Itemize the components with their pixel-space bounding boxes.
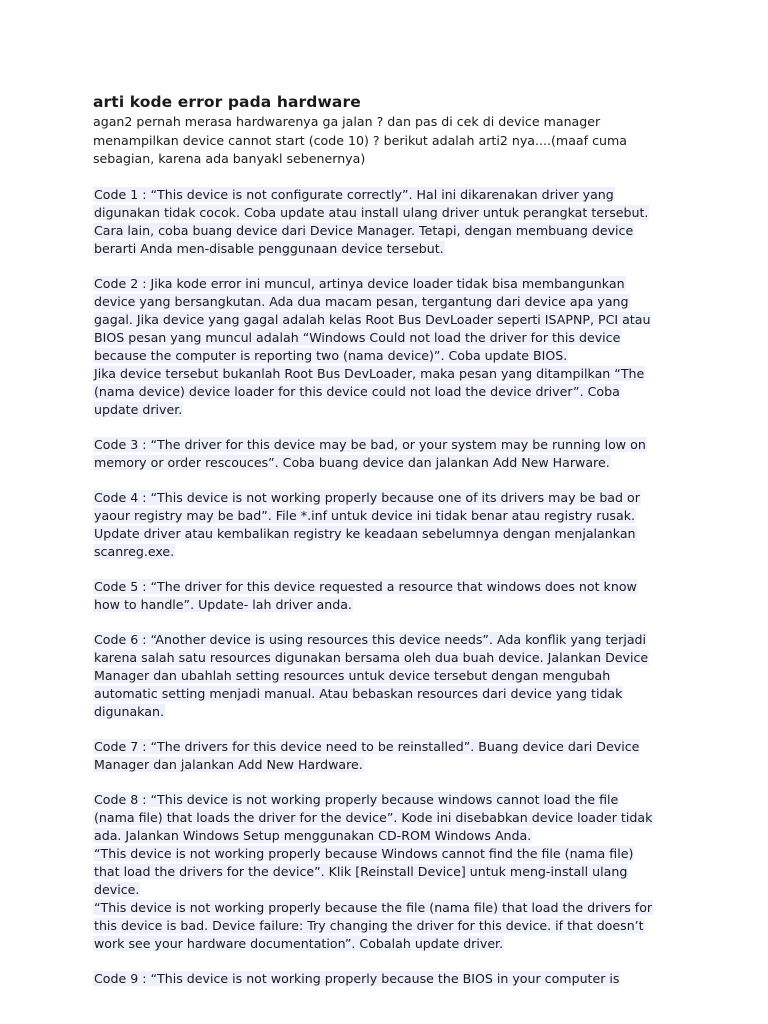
- highlighted-text: that load the drivers for the device”. Klik [Reinstall Device] untuk meng-install ulang: [94, 863, 628, 879]
- error-code-list: [93, 186, 683, 988]
- error-code-paragraph: [93, 578, 683, 614]
- highlighted-text: Code 1 : “This device is not configurate correctly”. Hal ini dikarenakan driver yang: [94, 186, 614, 202]
- error-code-line: [93, 667, 683, 685]
- highlighted-text: Manager dan ubahlah setting resources untuk device tersebut dengan mengubah: [94, 667, 611, 683]
- highlighted-text: device yang bersangkutan. Ada dua macam pesan, tergantung dari device apa yang: [94, 293, 629, 309]
- intro-line: sebagian, karena ada banyakl sebenernya): [93, 151, 366, 166]
- error-code-line: [93, 970, 683, 988]
- error-code-line: [93, 507, 683, 525]
- document-page: [93, 91, 683, 1005]
- highlighted-text: update driver.: [94, 401, 183, 417]
- error-code-line: [93, 738, 683, 756]
- error-code-line: [93, 222, 683, 240]
- error-code-line: [93, 809, 683, 827]
- highlighted-text: Update driver atau kembalikan registry ke keadaan sebelumnya dengan menjalankan: [94, 525, 636, 541]
- error-code-paragraph: [93, 791, 683, 953]
- highlighted-text: Code 8 : “This device is not working properly because windows cannot load the file: [94, 791, 619, 807]
- error-code-line: [93, 578, 683, 596]
- error-code-line: [93, 863, 683, 881]
- highlighted-text: Code 9 : “This device is not working properly because the BIOS in your computer is: [94, 970, 620, 986]
- error-code-line: [93, 899, 683, 917]
- highlighted-text: Code 6 : “Another device is using resources this device needs”. Ada konflik yang terjadi: [94, 631, 647, 647]
- highlighted-text: because the computer is reporting two (nama device)”. Coba update BIOS.: [94, 347, 568, 363]
- highlighted-text: berarti Anda men-disable penggunaan device tersebut.: [94, 240, 444, 256]
- error-code-line: [93, 240, 683, 258]
- highlighted-text: digunakan.: [94, 703, 164, 719]
- highlighted-text: scanreg.exe.: [94, 543, 175, 559]
- highlighted-text: Jika device tersebut bukanlah Root Bus DevLoader, maka pesan yang ditampilkan “The: [94, 365, 645, 381]
- highlighted-text: Manager dan jalankan Add New Hardware.: [94, 756, 363, 772]
- error-code-paragraph: [93, 970, 683, 988]
- highlighted-text: how to handle”. Update- lah driver anda.: [94, 596, 352, 612]
- highlighted-text: Code 4 : “This device is not working properly because one of its drivers may be bad or: [94, 489, 640, 505]
- error-code-line: [93, 329, 683, 347]
- intro-line: agan2 pernah merasa hardwarenya ga jalan ? dan pas di cek di device manager: [93, 114, 601, 129]
- highlighted-text: Code 5 : “The driver for this device requested a resource that windows does not know: [94, 578, 637, 594]
- error-code-line: [93, 596, 683, 614]
- error-code-line: [93, 454, 683, 472]
- highlighted-text: memory or order rescouces”. Coba buang device dan jalankan Add New Harware.: [94, 454, 610, 470]
- error-code-line: [93, 489, 683, 507]
- highlighted-text: Cara lain, coba buang device dari Device Manager. Tetapi, dengan membuang device: [94, 222, 634, 238]
- highlighted-text: gagal. Jika device yang gagal adalah kelas Root Bus DevLoader seperti ISAPNP, PCI atau: [94, 311, 651, 327]
- error-code-line: [93, 881, 683, 899]
- highlighted-text: BIOS pesan yang muncul adalah “Windows Could not load the driver for this device: [94, 329, 621, 345]
- highlighted-text: Code 7 : “The drivers for this device need to be reinstalled”. Buang device dari Device: [94, 738, 640, 754]
- error-code-paragraph: [93, 489, 683, 561]
- highlighted-text: “This device is not working properly because Windows cannot find the file (nama file): [94, 845, 634, 861]
- error-code-line: [93, 275, 683, 293]
- error-code-line: [93, 186, 683, 204]
- highlighted-text: karena salah satu resources digunakan bersama oleh dua buah device. Jalankan Device: [94, 649, 649, 665]
- error-code-line: [93, 436, 683, 454]
- error-code-line: [93, 756, 683, 774]
- error-code-line: [93, 703, 683, 721]
- highlighted-text: Code 2 : Jika kode error ini muncul, artinya device loader tidak bisa membangunkan: [94, 275, 625, 291]
- error-code-line: [93, 365, 683, 383]
- error-code-line: [93, 827, 683, 845]
- error-code-line: [93, 293, 683, 311]
- error-code-line: [93, 791, 683, 809]
- highlighted-text: device.: [94, 881, 140, 897]
- error-code-line: [93, 204, 683, 222]
- error-code-line: [93, 631, 683, 649]
- highlighted-text: (nama file) that loads the driver for the device”. Kode ini disebabkan device loader tidak: [94, 809, 653, 825]
- document-title: arti kode error pada hardware: [93, 93, 361, 111]
- highlighted-text: automatic setting menjadi manual. Atau bebaskan resources dari device yang tidak: [94, 685, 623, 701]
- error-code-paragraph: [93, 275, 683, 419]
- error-code-line: [93, 401, 683, 419]
- highlighted-text: Code 3 : “The driver for this device may be bad, or your system may be running low on: [94, 436, 646, 452]
- error-code-line: [93, 685, 683, 703]
- error-code-line: [93, 543, 683, 561]
- error-code-line: [93, 347, 683, 365]
- highlighted-text: work see your hardware documentation”. Cobalah update driver.: [94, 935, 504, 951]
- highlighted-text: yaour registry may be bad”. File *.inf untuk device ini tidak benar atau registry rusak.: [94, 507, 635, 523]
- error-code-paragraph: [93, 738, 683, 774]
- highlighted-text: this device is bad. Device failure: Try changing the driver for this device. if that doesn’t: [94, 917, 644, 933]
- highlighted-text: “This device is not working properly because the file (nama file) that load the drivers for: [94, 899, 653, 915]
- error-code-line: [93, 525, 683, 543]
- intro-line: menampilkan device cannot start (code 10) ? berikut adalah arti2 nya....(maaf cuma: [93, 132, 627, 148]
- error-code-paragraph: [93, 436, 683, 472]
- error-code-line: [93, 649, 683, 667]
- error-code-line: [93, 917, 683, 935]
- error-code-paragraph: [93, 631, 683, 721]
- highlighted-text: (nama device) device loader for this device could not load the device driver”. Coba: [94, 383, 620, 399]
- error-code-paragraph: [93, 186, 683, 258]
- error-code-line: [93, 383, 683, 401]
- error-code-line: [93, 311, 683, 329]
- error-code-line: [93, 935, 683, 953]
- highlighted-text: digunakan tidak cocok. Coba update atau install ulang driver untuk perangkat tersebut.: [94, 204, 649, 220]
- error-code-line: [93, 845, 683, 863]
- highlighted-text: ada. Jalankan Windows Setup menggunakan CD-ROM Windows Anda.: [94, 827, 532, 843]
- intro-paragraph: [93, 113, 683, 169]
